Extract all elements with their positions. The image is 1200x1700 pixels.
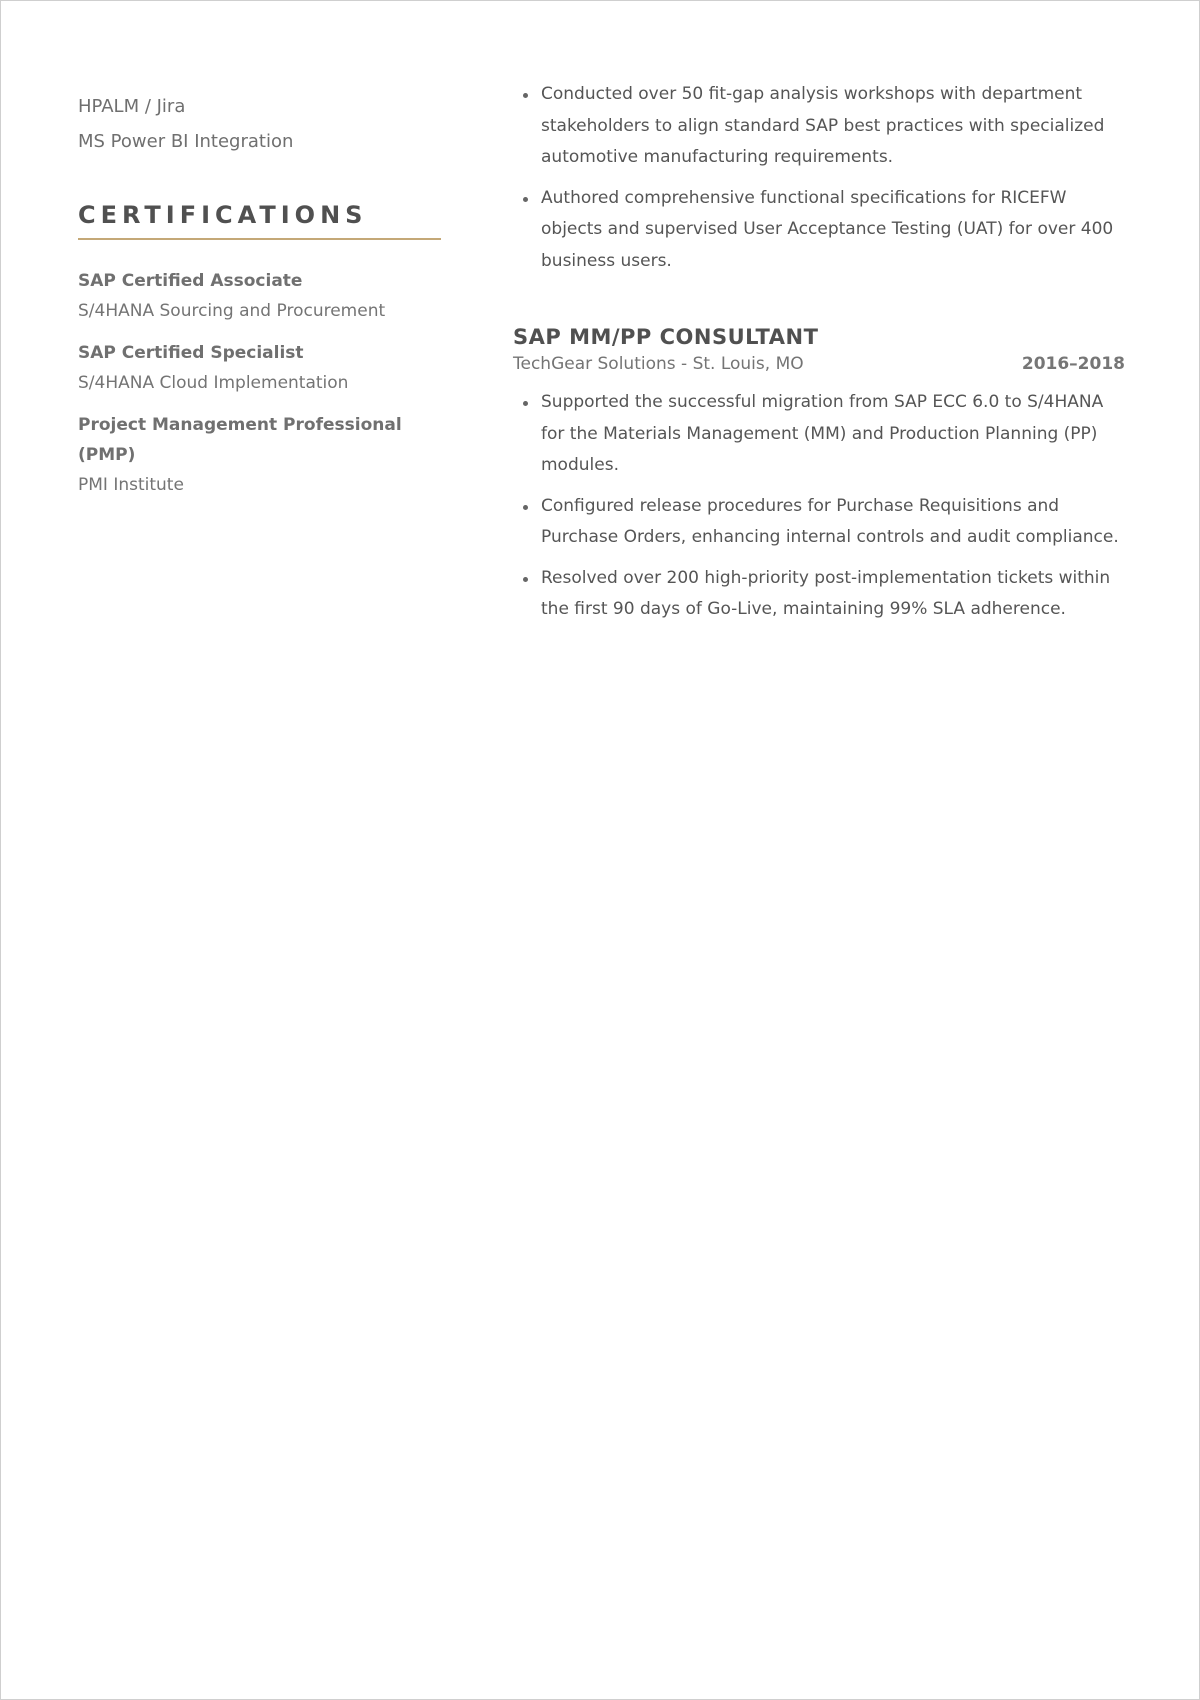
skill-item: HPALM / Jira xyxy=(78,96,186,117)
bullet-item: Supported the successful migration from SAP ECC 6.0 to S/4HANA for the Materials Management (MM) and Production Planning (PP) modules. xyxy=(541,387,1125,482)
job-dates: 2016–2018 xyxy=(1021,354,1125,374)
job-title: SAP MM/PP CONSULTANT xyxy=(513,325,819,349)
certification-subtitle: S/4HANA Sourcing and Procurement xyxy=(78,301,386,321)
skill-item: MS Power BI Integration xyxy=(78,131,294,152)
certification-item xyxy=(78,266,441,326)
skills-list xyxy=(78,89,441,159)
certification-title: SAP Certified Associate xyxy=(78,271,303,291)
bullet-item: Resolved over 200 high-priority post-implementation tickets within the first 90 days of Go-Live, maintaining 99% SLA adherence. xyxy=(541,563,1125,626)
certification-title: Project Management Professional (PMP) xyxy=(78,415,402,465)
job-company: TechGear Solutions - St. Louis, MO xyxy=(513,354,804,374)
certification-subtitle: S/4HANA Cloud Implementation xyxy=(78,373,349,393)
experience-column xyxy=(513,79,1125,635)
bullet-item: Conducted over 50 fit-gap analysis workshops with department stakeholders to align standard SAP best practices with specialized automotive manufacturing requirements. xyxy=(541,79,1125,174)
certification-item xyxy=(78,338,441,398)
certification-title: SAP Certified Specialist xyxy=(78,343,304,363)
previous-job-bullets xyxy=(513,79,1125,277)
job-entry xyxy=(513,323,1125,626)
certification-subtitle: PMI Institute xyxy=(78,475,184,495)
job-meta xyxy=(513,351,1125,377)
sidebar xyxy=(78,89,441,512)
bullet-item: Configured release procedures for Purchase Requisitions and Purchase Orders, enhancing internal controls and audit compliance. xyxy=(541,491,1125,554)
job-bullets xyxy=(513,387,1125,626)
bullet-item: Authored comprehensive functional specifications for RICEFW objects and supervised User Acceptance Testing (UAT) for over 400 business users. xyxy=(541,183,1125,278)
certifications-heading: CERTIFICATIONS xyxy=(78,201,441,240)
certifications-list xyxy=(78,266,441,500)
certification-item xyxy=(78,410,441,500)
